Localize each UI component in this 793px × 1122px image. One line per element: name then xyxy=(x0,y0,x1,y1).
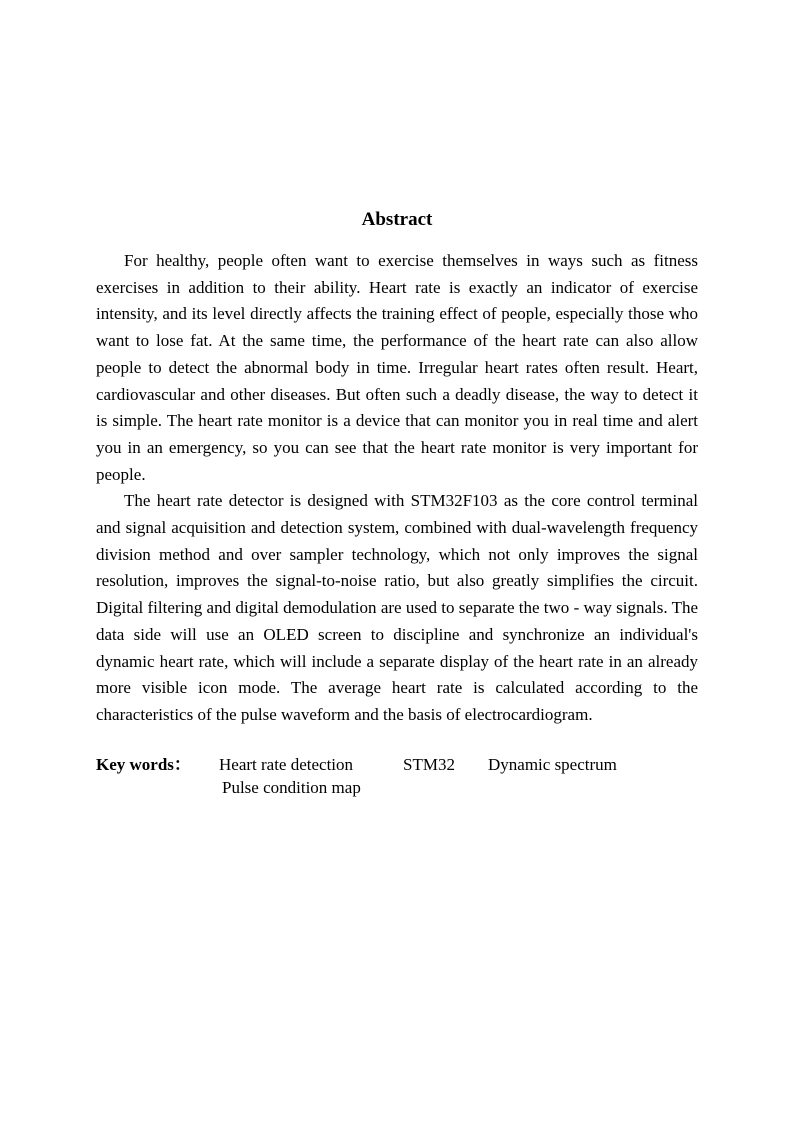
keywords-section xyxy=(96,753,698,801)
keyword-item: Heart rate detection xyxy=(219,754,354,774)
abstract-paragraph-1: For healthy, people often want to exercise themselves in ways such as fitness exercises in addition to their ability. Heart rate is exactly an indicator of exercise intensity, and its level directly affects the training effect of people, especially those who want to lose fat. At the same time, the performance of the heart rate can also allow people to detect the abnormal body in time. Irregular heart rates often result. Heart, cardiovascular and other diseases. But often such a deadly disease, the way to detect it is simple. The heart rate monitor is a device that can monitor you in real time and alert you in an emergency, so you can see that the heart rate monitor is very important for people. xyxy=(96,251,698,484)
keyword-item: Dynamic spectrum xyxy=(488,754,617,774)
abstract-title: Abstract xyxy=(361,209,433,230)
keyword-item: STM32 xyxy=(403,754,455,774)
abstract-page xyxy=(96,207,698,801)
keyword-item: Pulse condition map xyxy=(222,777,361,797)
abstract-paragraph-2: The heart rate detector is designed with STM32F103 as the core control terminal and signal acquisition and detection system, combined with dual-wavelength frequency division method and over sampler technology, which not only improves the signal resolution, improves the signal-to-noise ratio, but also greatly simplifies the circuit. Digital filtering and digital demodulation are used to separate the two - way signals. The data side will use an OLED screen to discipline and synchronize an individual's dynamic heart rate, which will include a separate display of the heart rate in an already more visible icon mode. The average heart rate is calculated according to the characteristics of the pulse waveform and the basis of electrocardiogram. xyxy=(96,491,698,724)
keywords-label: Key words： xyxy=(96,754,191,774)
